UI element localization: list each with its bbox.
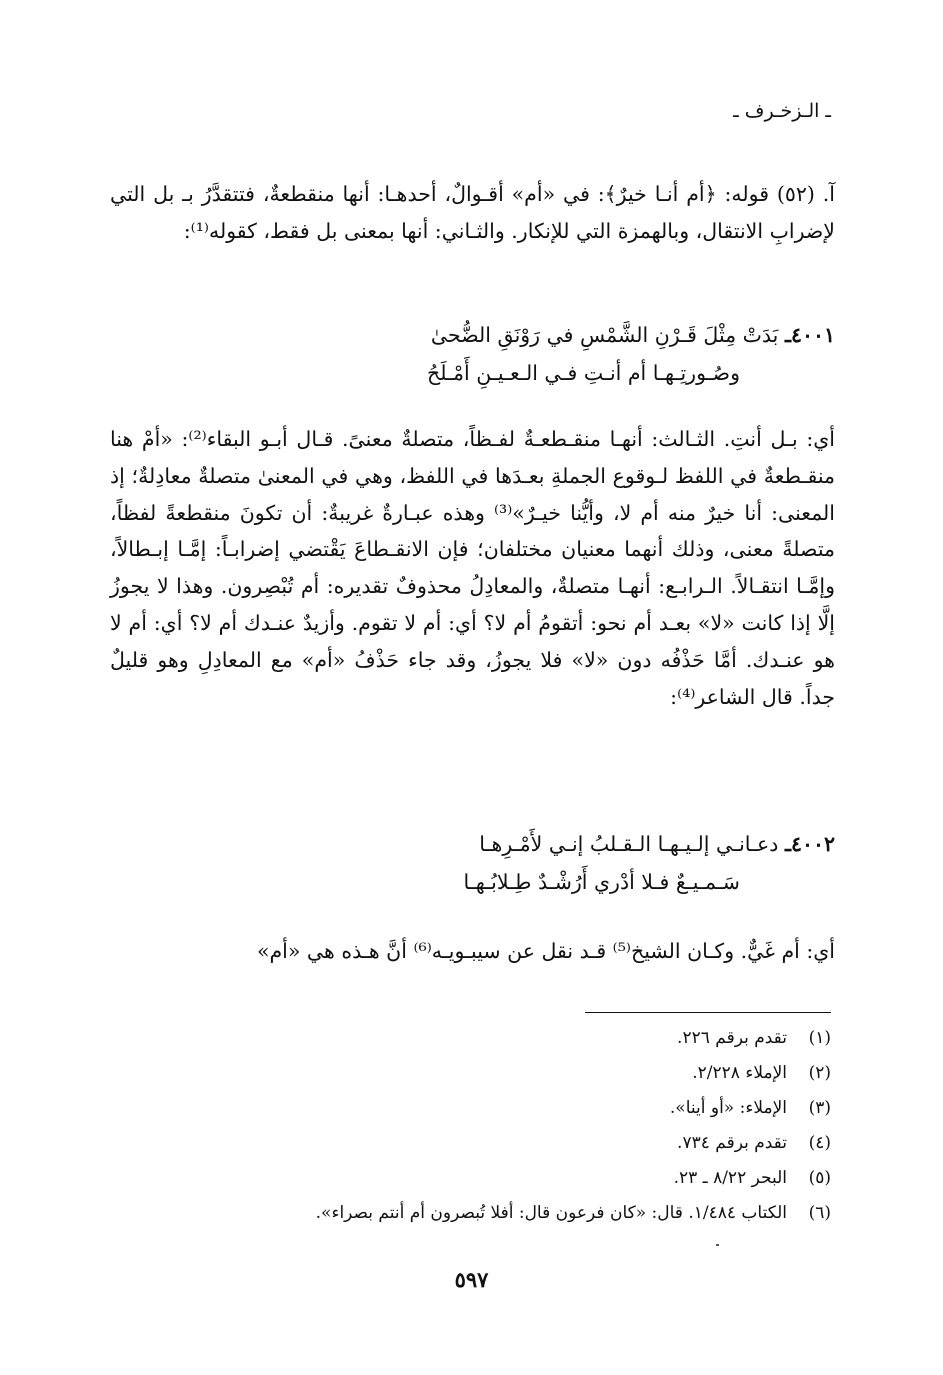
- scan-speck: [716, 1244, 719, 1246]
- footnote-item: [211, 1091, 831, 1126]
- paragraph-2: أي: بـل أنتِ. الثـالث: أنهـا منقـطعـةٌ لفـظاً، متصلةٌ معنىً. قـال أبـو البقاء⁽²⁾: «أمْ هنا منقـطعةٌ في اللفظ لـوقوع الجملةِ بعـدَها في اللفظ، وهي في المعنىٰ متصلةٌ معادِلةٌ؛ إذ المعنى: أنا خيرٌ منه أم لا، وأيُّنا خيـرٌ»⁽³⁾ وهذه عبـارةٌ غريبةٌ: أن تكونَ منقطعةً لفظاً، متصلةً معنى، وذلك أنهما معنيان مختلفان؛ فإن الانقـطاعَ يَقْتضي إضرابـاً: إمَّـا إبـطالاً، وإمَّـا انتقـالاً. الـرابـع: أنهـا متصلةٌ، والمعادِلُ محذوفٌ تقديره: أم تُبْصِرون. وهذا لا يجوزُ إلَّا إذا كانت «لا» بعـد أم نحو: أتقومُ أم لا؟ أي: أم لا تقوم. وأزيدٌ عنـدك أم لا؟ أي: أم لا هو عنـدك. أمَّا حَذْفُه دون «لا» فلا يجوزُ، وقد جاء حَذْفُ «أم» مع المعادِلِ وهو قليلٌ جداً. قال الشاعر⁽⁴⁾:: [110, 427, 835, 709]
- main-text-block-3: [110, 933, 835, 970]
- footnote-separator: [585, 1012, 831, 1013]
- footnote-item: [211, 1161, 831, 1196]
- footnote-number: (٦): [808, 1203, 831, 1223]
- paragraph-3: أي: أم غَيٌّ. وكـان الشيخ⁽⁵⁾ قـد نقل عن سيبـويـه⁽⁶⁾ أنَّ هـذه هي «أم»: [256, 939, 835, 963]
- footnote-number: (٥): [808, 1168, 831, 1188]
- verse-first-line: [110, 825, 835, 863]
- verse-second-hemistich: وصُـورتِـهـا أم أنـتِ فـي الـعـيـنِ أَمْـلَحُ: [427, 361, 740, 385]
- verse-first-hemistich: بَدَتْ مِثْلَ قَـرْنِ الشَّمْسِ في رَوْنَقِ الضُّحىٰ: [430, 323, 779, 347]
- footnote-item: [211, 1056, 831, 1091]
- verse-second-hemistich: سَـمـيـعٌ فـلا أدْري أَرُشْـدٌ طِـلابُـهـا: [463, 870, 740, 894]
- verse-first-hemistich: دعـانـي إلـيـهـا الـقـلبُ إنـي لأَمْـرِهـا: [479, 832, 779, 856]
- verse-number: ٤٠٠١ـ: [784, 323, 835, 347]
- footnote-number: (٣): [808, 1098, 831, 1118]
- footnotes: [211, 1021, 831, 1231]
- footnote-item: [211, 1196, 831, 1231]
- page-number: ٥٩٧: [454, 1267, 489, 1292]
- verse-4001: [110, 316, 835, 392]
- paragraph-1: آ. (٥٢) قوله: ﴿أم أنـا خيرٌ﴾: في «أم» أقـوالٌ، أحدهـا: أنها منقطعةٌ، فتتقدَّرُ بـ بل التي لإضرابِ الانتقال، وبالهمزة التي للإنكار. والثـاني: أنها بمعنى بل فقط، كقوله⁽¹⁾:: [110, 182, 835, 243]
- footnote-item: [211, 1126, 831, 1161]
- footnote-item: [211, 1021, 831, 1056]
- verse-4002: [110, 825, 835, 901]
- running-header: ـ الـزخـرف ـ: [733, 100, 831, 122]
- footnote-text: الكتاب ١/٤٨٤. قال: «كان فرعون قال: أفلا تُبصرون أم أنتم بصراء».: [315, 1203, 787, 1223]
- verse-number: ٤٠٠٢ـ: [784, 832, 835, 856]
- footnote-text: تقدم برقم ٧٣٤.: [677, 1133, 787, 1153]
- main-text-block-1: [110, 176, 835, 250]
- footnote-text: الإملاء ٢/٢٢٨.: [692, 1063, 787, 1083]
- verse-first-line: [110, 316, 835, 354]
- footnote-number: (١): [808, 1028, 831, 1048]
- footnote-text: تقدم برقم ٢٢٦.: [677, 1028, 787, 1048]
- footnote-number: (٤): [808, 1133, 831, 1153]
- footnote-number: (٢): [808, 1063, 831, 1083]
- main-text-block-2: [110, 421, 835, 715]
- footnote-text: البحر ٨/٢٢ ـ ٢٣.: [673, 1168, 787, 1188]
- footnote-text: الإملاء: «أو أينا».: [669, 1098, 787, 1118]
